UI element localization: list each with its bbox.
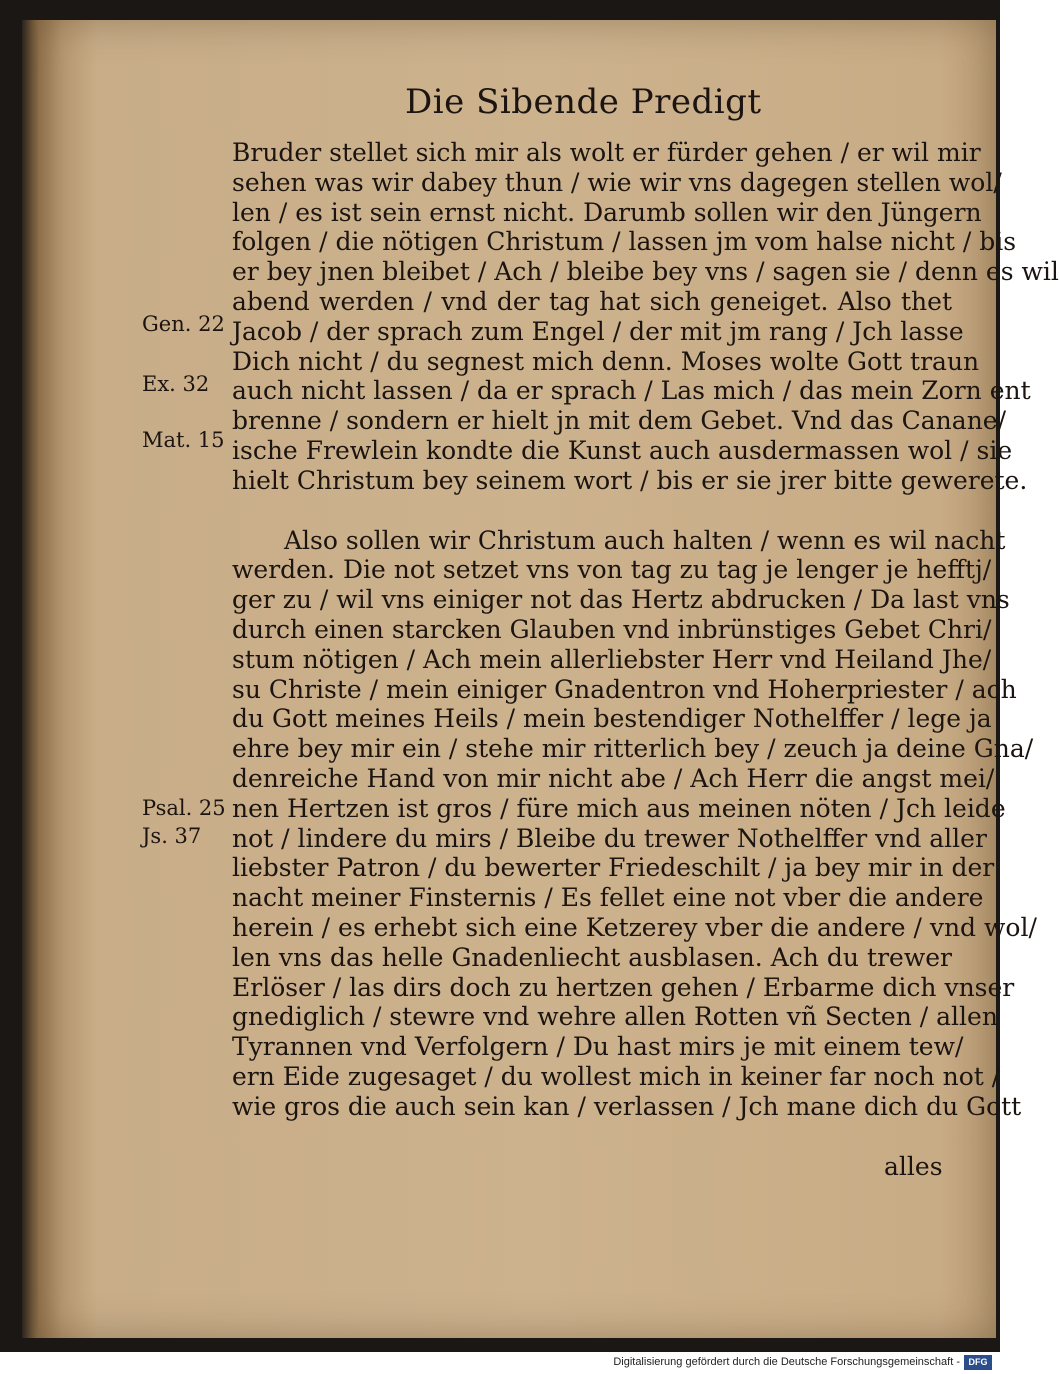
text-line: not / lindere du mirs / Bleibe du trewer Nothelffer vnd aller xyxy=(232,823,987,853)
text-line: Tyrannen vnd Verfolgern / Du hast mirs je mit einem tew/ xyxy=(232,1032,964,1062)
text-line: nacht meiner Finsternis / Es fellet eine not vber die andere xyxy=(232,883,984,913)
paragraph-1 xyxy=(232,138,1059,496)
text-line: ehre bey mir ein / stehe mir ritterlich bey / zeuch ja deine Gna/ xyxy=(232,734,1034,764)
body-text xyxy=(232,138,1059,1122)
margin-note-mat: Mat. 15 xyxy=(142,428,225,452)
margin-note-ex: Ex. 32 xyxy=(142,372,210,396)
text-line: durch einen starcken Glauben vnd inbrünstiges Gebet Chri/ xyxy=(232,614,992,644)
text-line: wie gros die auch sein kan / verlassen / Jch mane dich du Gott xyxy=(232,1091,1022,1121)
text-line: hielt Christum bey seinem wort / bis er sie jrer bitte gewerete. xyxy=(232,465,1028,495)
text-line: Jacob / der sprach zum Engel / der mit jm rang / Jch lasse xyxy=(232,316,964,346)
margin-note-gen: Gen. 22 xyxy=(142,312,225,336)
text-line: stum nötigen / Ach mein allerliebster Herr vnd Heiland Jhe/ xyxy=(232,644,992,674)
text-line: herein / es erhebt sich eine Ketzerey vber die andere / vnd wol/ xyxy=(232,912,1037,942)
text-line: len / es ist sein ernst nicht. Darumb sollen wir den Jüngern xyxy=(232,197,982,227)
text-line: abend werden / vnd der tag hat sich geneiget. Also thet xyxy=(232,286,952,316)
text-line: ger zu / wil vns einiger not das Hertz abdrucken / Da last vns xyxy=(232,585,1010,615)
text-line: liebster Patron / du bewerter Friedeschilt / ja bey mir in der xyxy=(232,853,995,883)
text-line: folgen / die nötigen Christum / lassen jm vom halse nicht / bis xyxy=(232,227,1017,257)
text-line: Bruder stellet sich mir als wolt er fürder gehen / er wil mir xyxy=(232,138,981,167)
margin-note-psal: Psal. 25 xyxy=(142,796,226,820)
funding-credit: Digitalisierung gefördert durch die Deutsche Forschungsgemeinschaft - xyxy=(613,1356,960,1368)
text-line: er bey jnen bleibet / Ach / bleibe bey vns / sagen sie / denn es wil xyxy=(232,257,1059,287)
text-line: Erlöser / las dirs doch zu hertzen gehen / Erbarme dich vnser xyxy=(232,972,1015,1002)
text-line: ische Frewlein kondte die Kunst auch ausdermassen wol / sie xyxy=(232,435,1013,465)
text-line: werden. Die not setzet vns von tag zu tag je lenger je hefftj/ xyxy=(232,555,992,585)
text-line: auch nicht lassen / da er sprach / Las mich / das mein Zorn ent xyxy=(232,376,1031,406)
text-line: gnediglich / stewre vnd wehre allen Rotten vñ Secten / allen xyxy=(232,1002,998,1032)
text-line: sehen was wir dabey thun / wie wir vns dagegen stellen wol/ xyxy=(232,167,1002,197)
text-line: ern Eide zugesaget / du wollest mich in keiner far noch not / xyxy=(232,1061,1001,1091)
text-line: brenne / sondern er hielt jn mit dem Gebet. Vnd das Canane/ xyxy=(232,406,1007,436)
text-line: su Christe / mein einiger Gnadentron vnd Hoherpriester / ach xyxy=(232,674,1017,704)
text-line: denreiche Hand von mir nicht abe / Ach Herr die angst mei/ xyxy=(232,763,995,793)
footer-bar xyxy=(0,1352,1000,1374)
paragraph-2 xyxy=(232,525,1037,1122)
paragraph-gap xyxy=(232,496,952,526)
text-line: Dich nicht / du segnest mich denn. Moses wolte Gott traun xyxy=(232,346,980,376)
text-line: nen Hertzen ist gros / füre mich aus meinen nöten / Jch leide xyxy=(232,793,1006,823)
dfg-logo: DFG xyxy=(964,1355,992,1370)
text-line: Also sollen wir Christum auch halten / wenn es wil nacht xyxy=(284,525,1006,555)
text-line: len vns das helle Gnadenliecht ausblasen. Ach du trewer xyxy=(232,942,952,972)
text-line: du Gott meines Heils / mein bestendiger Nothelffer / lege ja xyxy=(232,704,992,734)
catchword: alles xyxy=(884,1152,943,1181)
margin-note-is: Js. 37 xyxy=(142,824,202,848)
running-head: Die Sibende Predigt xyxy=(405,82,762,122)
